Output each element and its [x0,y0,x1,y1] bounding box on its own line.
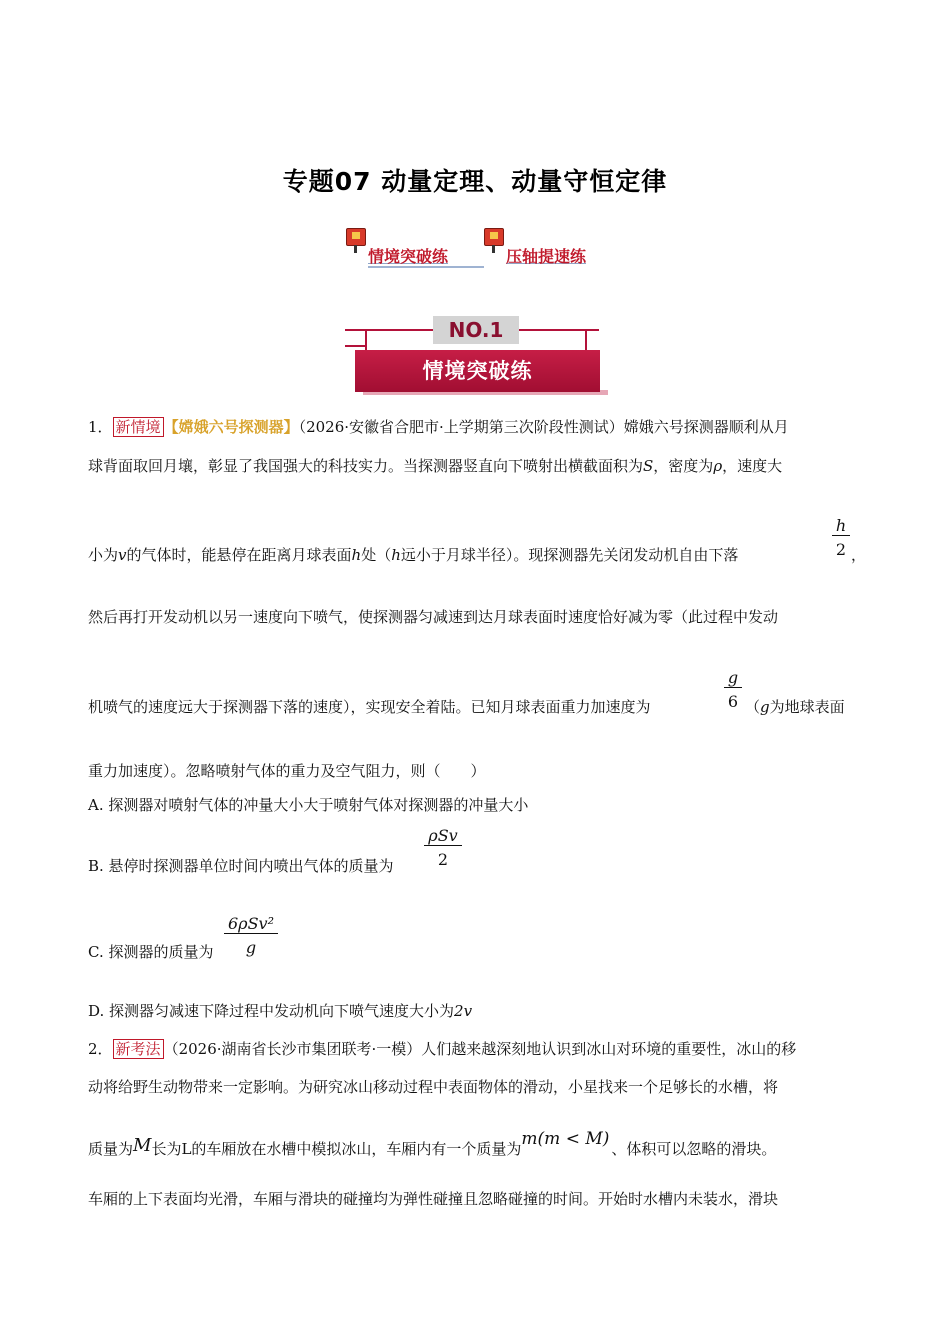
q1-line-5-tail [745,696,845,717]
option-text: D. 探测器匀减速下降过程中发动机向下喷气速度大小为 [88,1002,455,1020]
fraction-numerator: ρSv [428,826,458,845]
question-text: 处（ [361,546,392,564]
fraction-denominator: g [245,938,257,957]
question-text: 小为 [88,546,119,564]
badge-rule-right [519,329,599,331]
tab-underline [368,266,484,268]
q2-line-1 [88,1038,796,1059]
question-text: 质量为 [88,1140,134,1158]
fraction-h-over-2 [832,516,850,559]
badge-label: 情境突破练 [355,350,600,392]
question-text: 、体积可以忽略的滑块。 [611,1140,777,1158]
question-text: （2026·安徽省合肥市·上学期第三次阶段性测试）嫦娥六号探测器顺利从月 [298,418,789,436]
q1-line-3 [88,544,738,565]
sign-icon [346,228,366,246]
fraction-g-over-6 [724,668,742,711]
q1-line-4: 然后再打开发动机以另一速度向下喷气，使探测器匀减速到达月球表面时速度恰好减为零（此过程中发动 [88,608,779,626]
math-var: h [351,546,362,564]
q1-line-3-tail: ， [851,546,867,564]
question-tag: 新情境 [113,417,164,437]
question-text: ，密度为 [653,457,714,475]
page-title: 专题07 动量定理、动量守恒定律 [282,167,668,196]
question-text: 远小于月球半径）。现探测器先关闭发动机自由下落 [400,546,739,564]
fraction-denominator: 2 [835,540,847,559]
question-number: 2． [88,1040,113,1058]
tab-scenario-practice[interactable] [346,228,491,268]
question-tag: 新考法 [113,1039,164,1059]
badge-rule-tick-left [365,329,367,351]
question-text: 机喷气的速度远大于探测器下落的速度），实现安全着陆。已知月球表面重力加速度为 [88,698,651,716]
section-badge [345,312,607,396]
fraction-denominator: 6 [727,692,739,711]
math-expression: m(m < M) [521,1129,610,1149]
fraction-6-rho-s-v2-over-g [224,914,278,957]
option-c[interactable] [88,941,213,962]
option-text: B. 悬停时探测器单位时间内喷出气体的质量为 [88,857,394,875]
fraction-numerator: g [727,668,739,687]
fraction-numerator: h [835,516,847,535]
tab-speed-practice[interactable] [484,228,609,268]
badge-rule-left [345,329,433,331]
question-text: （2026·湖南省长沙市集团联考·一模）人们越来越深刻地认识到冰山对环境的重要性，冰山的移 [163,1040,797,1058]
math-var: v [118,546,127,564]
badge-number: NO.1 [433,316,519,344]
q1-line-1 [88,416,789,437]
math-var: 2v [454,1002,473,1020]
badge-rule-tick-out [345,345,367,347]
math-var: S [643,457,654,475]
q1-line-5 [88,696,651,717]
badge-rule-tick-right [585,329,587,351]
fraction-rho-s-v-over-2 [424,826,462,869]
math-var: M [133,1135,152,1156]
question-text: 球背面取回月壤，彰显了我国强大的科技实力。当探测器竖直向下喷射出横截面积为 [88,457,644,475]
question-text: 长为L的车厢放在水槽中模拟冰山，车厢内有一个质量为 [151,1140,522,1158]
question-text: ，速度大 [722,457,783,475]
q1-line-6: 重力加速度）。忽略喷射气体的重力及空气阻力，则（ ） [88,762,486,780]
q2-line-2: 动将给野生动物带来一定影响。为研究冰山移动过程中表面物体的滑动，小星找来一个足够长的水槽，将 [88,1078,779,1096]
fraction-numerator: 6ρSv² [228,914,274,933]
math-var: g [760,698,770,716]
option-text: C. 探测器的质量为 [88,943,214,961]
math-var: ρ [713,457,723,475]
option-d[interactable] [88,1000,472,1021]
question-text: （ [745,698,761,716]
q2-line-3 [88,1129,777,1159]
q2-line-4: 车厢的上下表面均光滑，车厢与滑块的碰撞均为弹性碰撞且忽略碰撞的时间。开始时水槽内未装水，滑块 [88,1190,779,1208]
question-topic: 【嫦娥六号探测器】 [163,418,299,436]
math-var: h [391,546,401,564]
tab-label: 压轴提速练 [506,247,587,266]
option-a[interactable]: A. 探测器对喷射气体的冲量大小大于喷射气体对探测器的冲量大小 [88,796,529,814]
sign-icon [484,228,504,246]
q1-line-2 [88,455,782,476]
option-b[interactable] [88,855,394,876]
tab-label: 情境突破练 [368,247,449,266]
question-text: 为地球表面 [769,698,845,716]
question-text: 的气体时，能悬停在距离月球表面 [126,546,352,564]
fraction-denominator: 2 [437,850,449,869]
question-number: 1． [88,418,113,436]
